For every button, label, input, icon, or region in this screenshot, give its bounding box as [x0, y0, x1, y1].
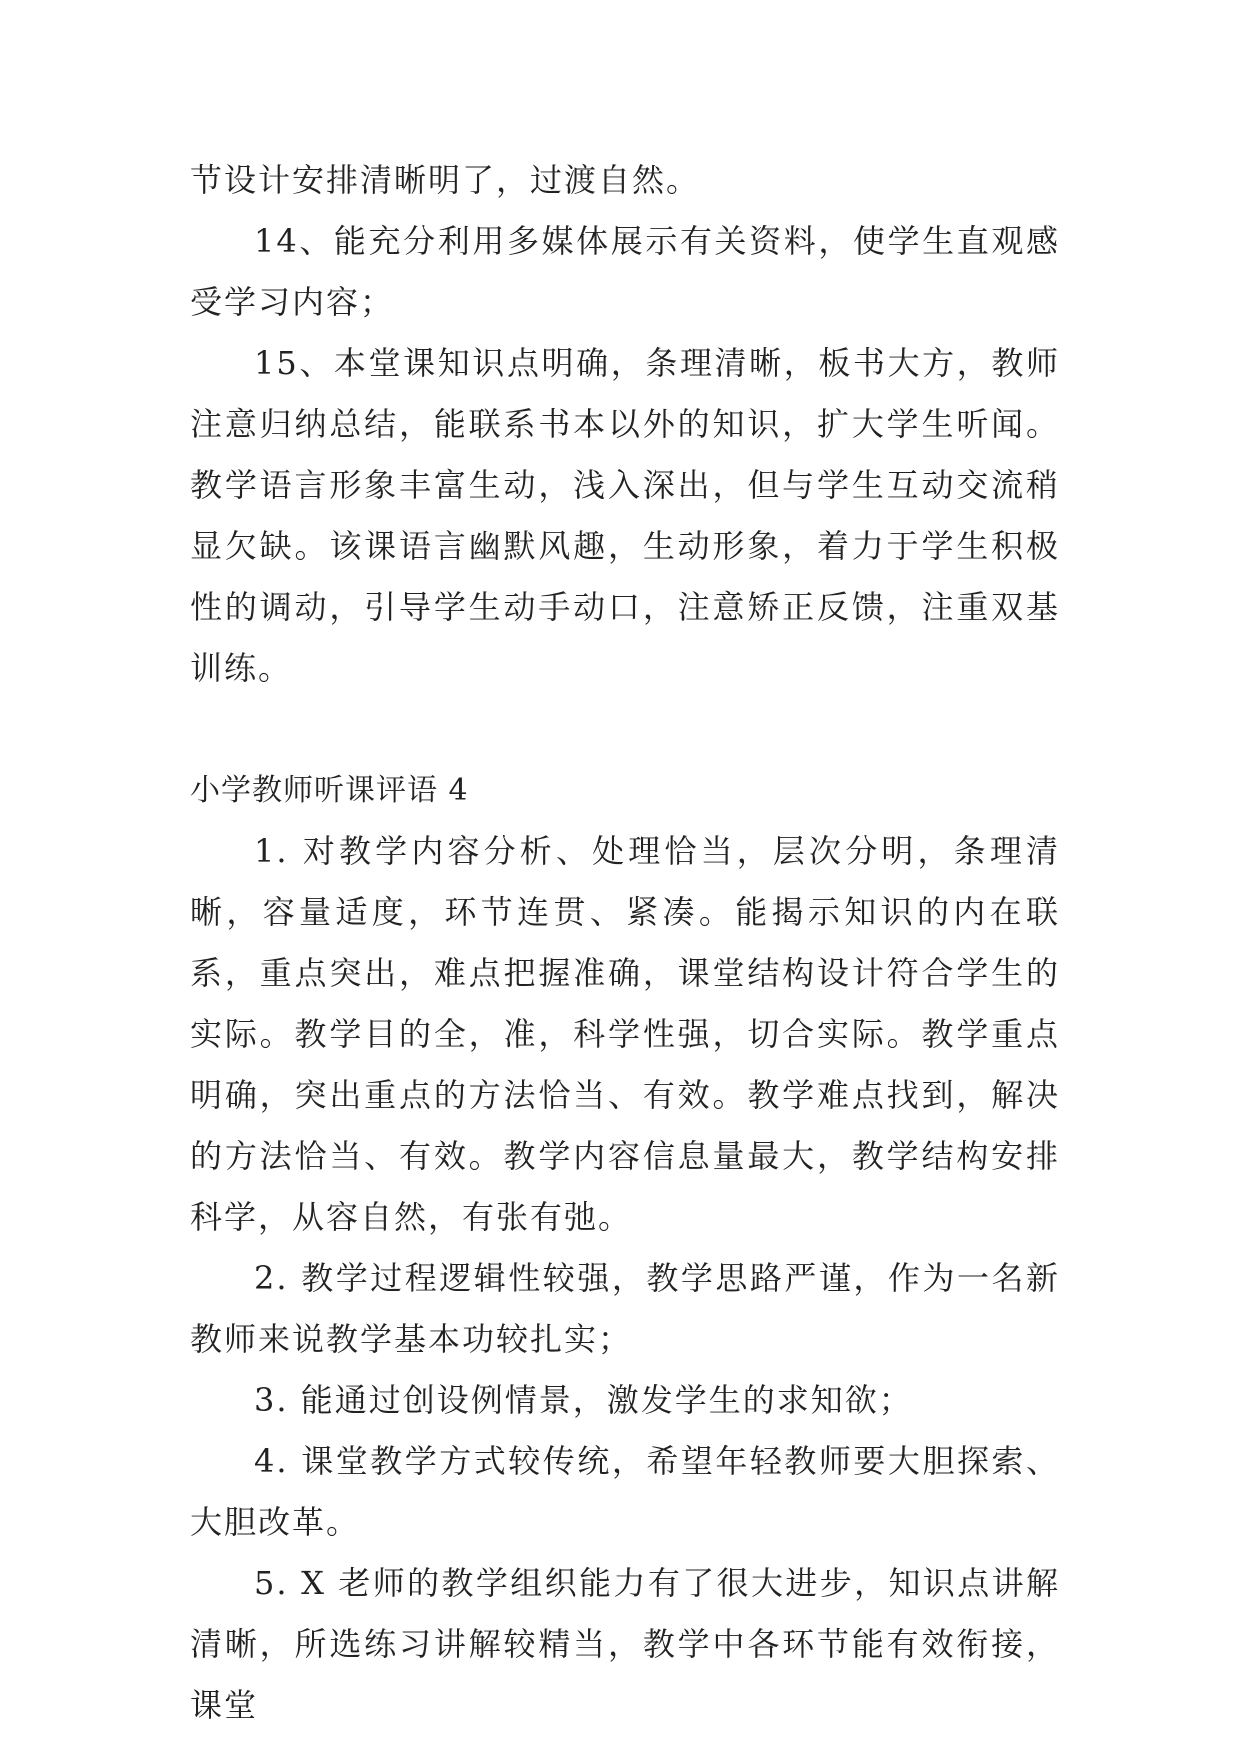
section-title: 小学教师听课评语 4 [190, 773, 469, 808]
document-body [190, 150, 1060, 1736]
paragraph-item-5: 5. X 老师的教学组织能力有了很大进步，知识点讲解清晰，所选练习讲解较精当，教学中各环节能有效衔接，课堂 [190, 1564, 1060, 1724]
paragraph-item-3: 3. 能通过创设例情景，激发学生的求知欲； [254, 1381, 913, 1419]
paragraph-item-4: 4. 课堂教学方式较传统，希望年轻教师要大胆探索、大胆改革。 [190, 1442, 1060, 1541]
paragraph-item-2: 2. 教学过程逻辑性较强，教学思路严谨，作为一名新教师来说教学基本功较扎实； [190, 1259, 1060, 1358]
paragraph-continued: 节设计安排清晰明了，过渡自然。 [190, 161, 701, 199]
paragraph-item-1: 1. 对教学内容分析、处理恰当，层次分明，条理清晰，容量适度，环节连贯、紧凑。能揭示知识的内在联系，重点突出，难点把握准确，课堂结构设计符合学生的实际。教学目的全，准，科学性强，切合实际。教学重点明确，突出重点的方法恰当、有效。教学难点找到，解决的方法恰当、有效。教学内容信息量最大，教学结构安排科学，从容自然，有张有弛。 [190, 832, 1060, 1236]
paragraph-item-14: 14、能充分利用多媒体展示有关资料，使学生直观感受学习内容； [190, 222, 1060, 321]
paragraph-item-15: 15、本堂课知识点明确，条理清晰，板书大方，教师注意归纳总结，能联系书本以外的知识，扩大学生听闻。教学语言形象丰富生动，浅入深出，但与学生互动交流稍显欠缺。该课语言幽默风趣，生动形象，着力于学生积极性的调动，引导学生动手动口，注意矫正反馈，注重双基训练。 [190, 344, 1060, 687]
